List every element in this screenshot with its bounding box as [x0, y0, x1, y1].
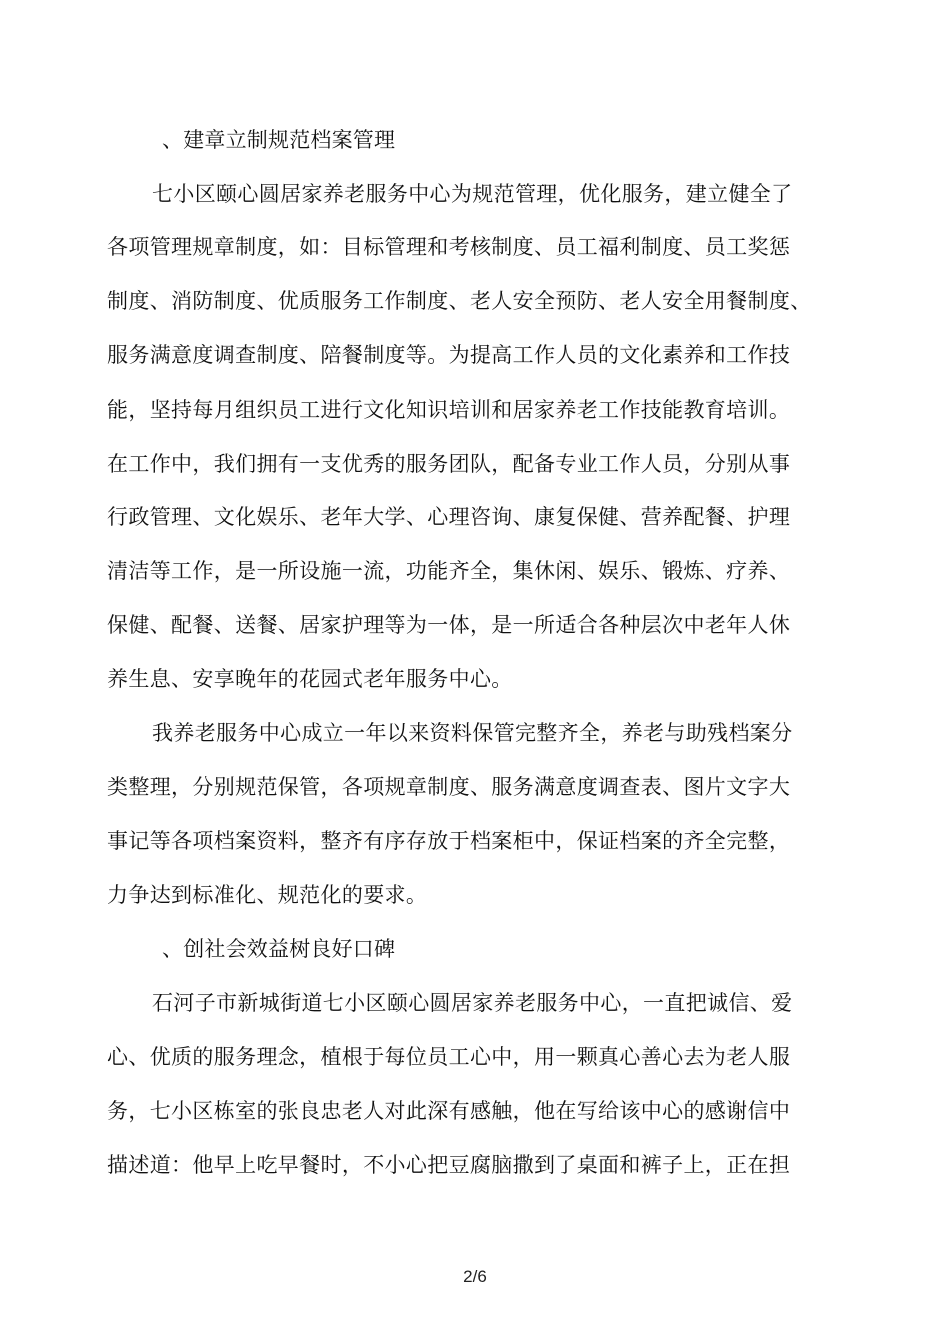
paragraph-2-line: 类整理，分别规范保管，各项规章制度、服务满意度调查表、图片文字大 [107, 775, 791, 799]
paragraph-3-line: 石河子市新城街道七小区颐心圆居家养老服务中心，一直把诚信、爱 [152, 991, 793, 1015]
paragraph-3-line: 描述道：他早上吃早餐时，不小心把豆腐脑撒到了桌面和裤子上，正在担 [107, 1153, 791, 1177]
paragraph-1-line: 在工作中，我们拥有一支优秀的服务团队，配备专业工作人员，分别从事 [107, 452, 791, 476]
paragraph-1-line: 养生息、安享晚年的花园式老年服务中心。 [107, 667, 513, 691]
section-heading-2: 、创社会效益树良好口碑 [162, 937, 396, 961]
page-number: 2/6 [463, 1267, 487, 1286]
paragraph-2-line: 力争达到标准化、规范化的要求。 [107, 883, 428, 907]
paragraph-1-line: 各项管理规章制度，如：目标管理和考核制度、员工福利制度、员工奖惩 [107, 235, 791, 259]
paragraph-1-line: 清洁等工作，是一所设施一流，功能齐全，集休闲、娱乐、锻炼、疗养、 [107, 559, 791, 583]
paragraph-3-line: 务，七小区栋室的张良忠老人对此深有感触，他在写给该中心的感谢信中 [107, 1099, 791, 1123]
section-heading-1: 、建章立制规范档案管理 [162, 128, 396, 152]
paragraph-1-line: 七小区颐心圆居家养老服务中心为规范管理，优化服务，建立健全了 [152, 182, 793, 206]
paragraph-1-line: 服务满意度调查制度、陪餐制度等。为提高工作人员的文化素养和工作技 [107, 343, 791, 367]
paragraph-1-line: 制度、消防制度、优质服务工作制度、老人安全预防、老人安全用餐制度、 [107, 289, 812, 313]
paragraph-3-line: 心、优质的服务理念，植根于每位员工心中，用一颗真心善心去为老人服 [107, 1045, 791, 1069]
paragraph-2-line: 我养老服务中心成立一年以来资料保管完整齐全，养老与助残档案分 [152, 721, 793, 745]
paragraph-2-line: 事记等各项档案资料，整齐有序存放于档案柜中，保证档案的齐全完整， [107, 829, 791, 853]
paragraph-1-line: 行政管理、文化娱乐、老年大学、心理咨询、康复保健、营养配餐、护理 [107, 505, 791, 529]
paragraph-1-line: 能，坚持每月组织员工进行文化知识培训和居家养老工作技能教育培训。 [107, 398, 791, 422]
paragraph-1-line: 保健、配餐、送餐、居家护理等为一体，是一所适合各种层次中老年人休 [107, 613, 791, 637]
